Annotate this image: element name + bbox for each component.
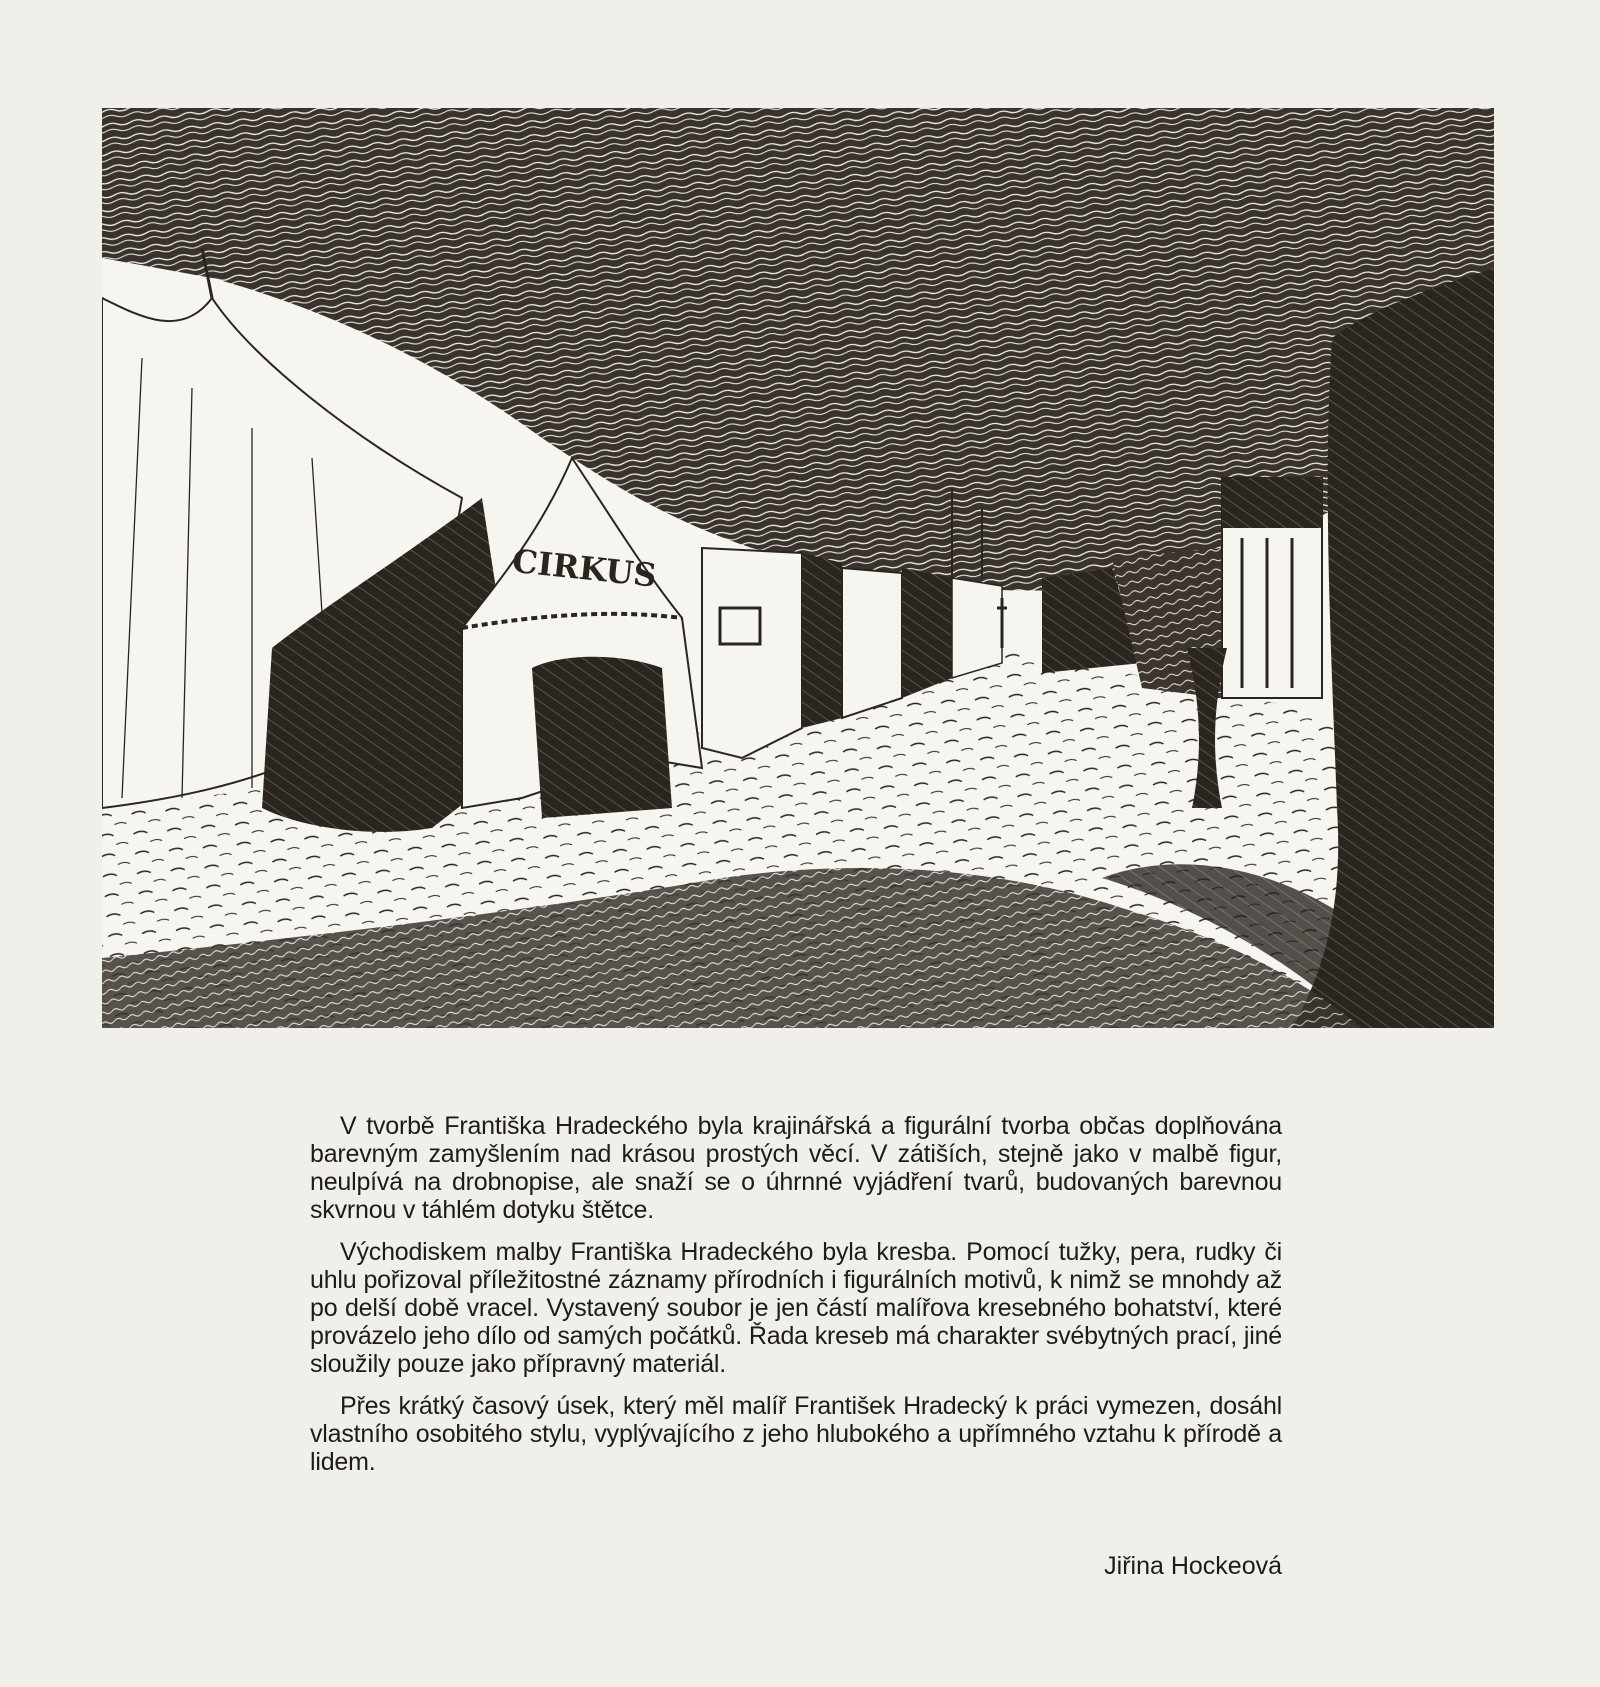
paragraph-2: Východiskem malby Františka Hradeckého byla kresba. Pomocí tužky, pera, rudky či uhlu pořizoval příležitostné záznamy přírodních i figurálních motivů, k nimž se mnohdy až po delší době vracel. Vystavený soubor je jen částí malířova kresebného bohatství, které provázelo jeho dílo od samých počátků. Řada kreseb má charakter svébytných prací, jiné sloužily pouze jako přípravný materiál. [310,1238,1282,1378]
author-signature: Jiřina Hockeová [1104,1552,1282,1580]
paragraph-3: Přes krátký časový úsek, který měl malíř František Hradecký k práci vymezen, dosáhl vlastního osobitého stylu, vyplývajícího z jeho hlubokého a upřímného vztahu k přírodě a lidem. [310,1392,1282,1476]
circus-ink-drawing [102,108,1494,1028]
cirkus-sign: CIRKUS [510,541,659,595]
paragraph-1: V tvorbě Františka Hradeckého byla krajinářská a figurální tvorba občas doplňována barevným zamyšlením nad krásou prostých věcí. V zátiších, stejně jako v malbě figur, neulpívá na drobnopise, ale snaží se o úhrnné vyjádření tvarů, budovaných barevnou skvrnou v táhlém dotyku štětce. [310,1112,1282,1224]
article-text [310,1112,1282,1490]
